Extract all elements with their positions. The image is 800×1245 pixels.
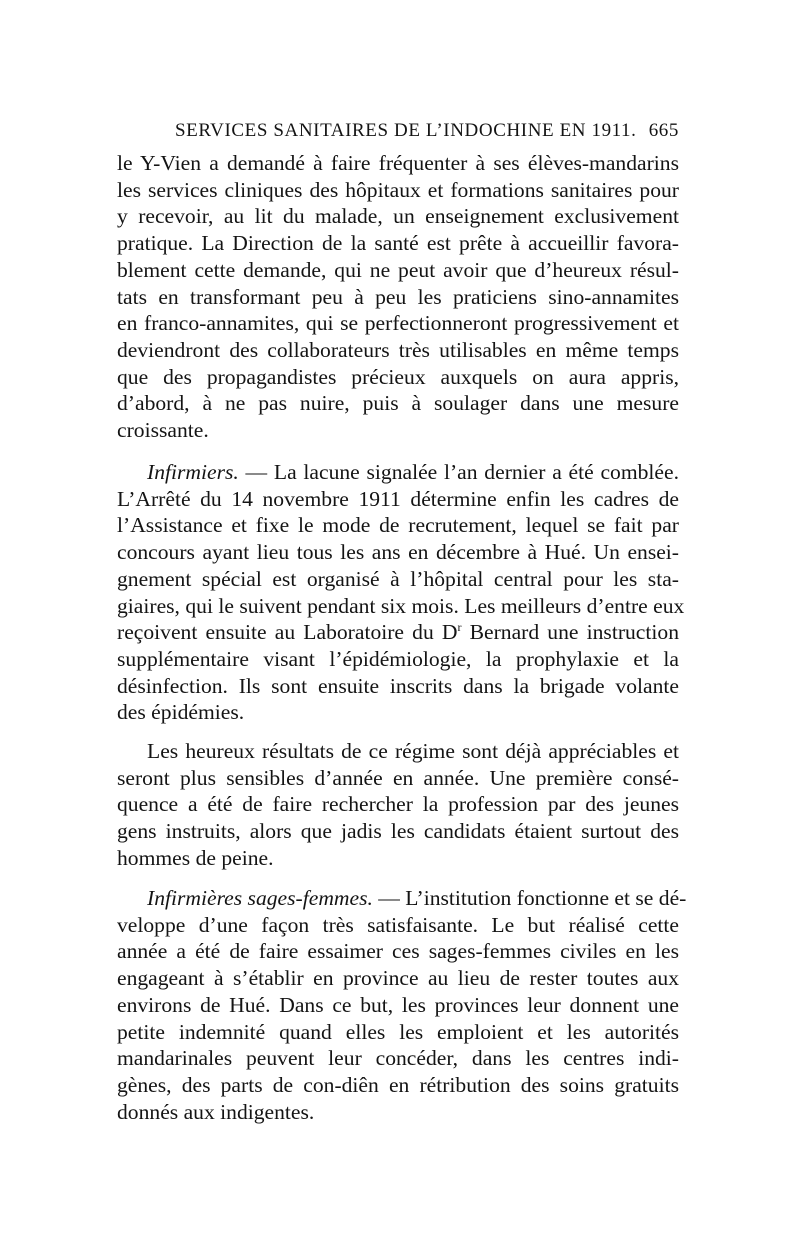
text-line: gènes, des parts de con-diên en rétribution des soins gratuits <box>117 1072 679 1097</box>
text-line: croissante. <box>117 418 209 443</box>
text-line <box>117 619 679 646</box>
text-line: hommes de peine. <box>117 845 274 870</box>
text-line: L’Arrêté du 14 novembre 1911 détermine enfin les cadres de <box>117 486 679 511</box>
text-line: d’abord, à ne pas nuire, puis à soulager dans une mesure <box>117 391 679 416</box>
paragraph-infirmieres-sages-femmes <box>117 885 687 1125</box>
text-run: — La lacune signalée l’an dernier a été comblée. <box>238 460 679 484</box>
text-line: mandarinales peuvent leur concéder, dans les centres indi- <box>117 1046 679 1071</box>
text-line: environs de Hué. Dans ce but, les provinces leur donnent une <box>117 992 679 1017</box>
text-line: y recevoir, au lit du malade, un enseignement exclusivement <box>117 204 679 229</box>
text-line: année a été de faire essaimer ces sages-femmes civiles en les <box>117 939 679 964</box>
section-lead-infirmiers: Infirmiers. <box>147 460 239 484</box>
text-line: l’Assistance et fixe le mode de recrutement, lequel se fait par <box>117 513 679 538</box>
section-lead-sages-femmes: Infirmières sages-femmes. <box>147 886 373 910</box>
text-run: — L’institution fonctionne et se dé- <box>372 886 687 910</box>
text-line <box>117 459 679 486</box>
text-run: Bernard une instruction <box>461 620 679 645</box>
text-line: deviendront des collaborateurs très utilisables en même temps <box>117 337 679 362</box>
page-number: 665 <box>648 120 679 141</box>
paragraph-heureux-resultats <box>117 738 679 872</box>
paragraph-infirmiers <box>117 459 685 726</box>
text-line: pratique. La Direction de la santé est prête à accueillir favora- <box>117 231 679 256</box>
paragraph-eleves-mandarins <box>117 150 679 444</box>
text-line: désinfection. Ils sont ensuite inscrits dans la brigade volante <box>117 673 679 698</box>
text-line: seront plus sensibles d’année en année. Une première consé- <box>117 765 679 790</box>
text-line: petite indemnité quand elles les emploient et les autorités <box>117 1019 679 1044</box>
text-line: supplémentaire visant l’épidémiologie, la prophylaxie et la <box>117 646 679 671</box>
text-line <box>117 885 687 912</box>
text-line: des épidémies. <box>117 700 245 725</box>
text-line: les services cliniques des hôpitaux et formations sanitaires pour <box>117 177 679 202</box>
text-line: quence a été de faire rechercher la profession par des jeunes <box>117 792 679 817</box>
text-line: gnement spécial est organisé à l’hôpital central pour les sta- <box>117 566 679 591</box>
text-line: veloppe d’une façon très satisfaisante. Le but réalisé cette <box>117 912 679 937</box>
text-line: le Y-Vien a demandé à faire fréquenter à ses élèves-mandarins <box>117 151 679 175</box>
text-line: que des propagandistes précieux auxquels on aura appris, <box>117 364 679 389</box>
text-line: blement cette demande, qui ne peut avoir que d’heureux résul- <box>117 257 679 282</box>
text-line: donnés aux indigentes. <box>117 1099 315 1124</box>
superscript: r <box>457 620 462 635</box>
running-title: SERVICES SANITAIRES DE L’INDOCHINE EN 1911. <box>175 120 637 141</box>
text-line: tats en transformant peu à peu les praticiens sino-annamites <box>117 284 679 309</box>
text-line: gens instruits, alors que jadis les candidats étaient surtout des <box>117 819 679 844</box>
text-line: concours ayant lieu tous les ans en décembre à Hué. Un ensei- <box>117 540 679 565</box>
text-line: en franco-annamites, qui se perfectionneront progressivement et <box>117 311 679 336</box>
text-line: Les heureux résultats de ce régime sont déjà appréciables et <box>147 739 679 763</box>
running-header <box>117 116 679 146</box>
text-line: engageant à s’établir en province au lieu de rester toutes aux <box>117 966 679 991</box>
text-run: reçoivent ensuite au Laboratoire du D <box>117 620 458 645</box>
text-line: giaires, qui le suivent pendant six mois. Les meilleurs d’entre eux <box>117 593 685 618</box>
